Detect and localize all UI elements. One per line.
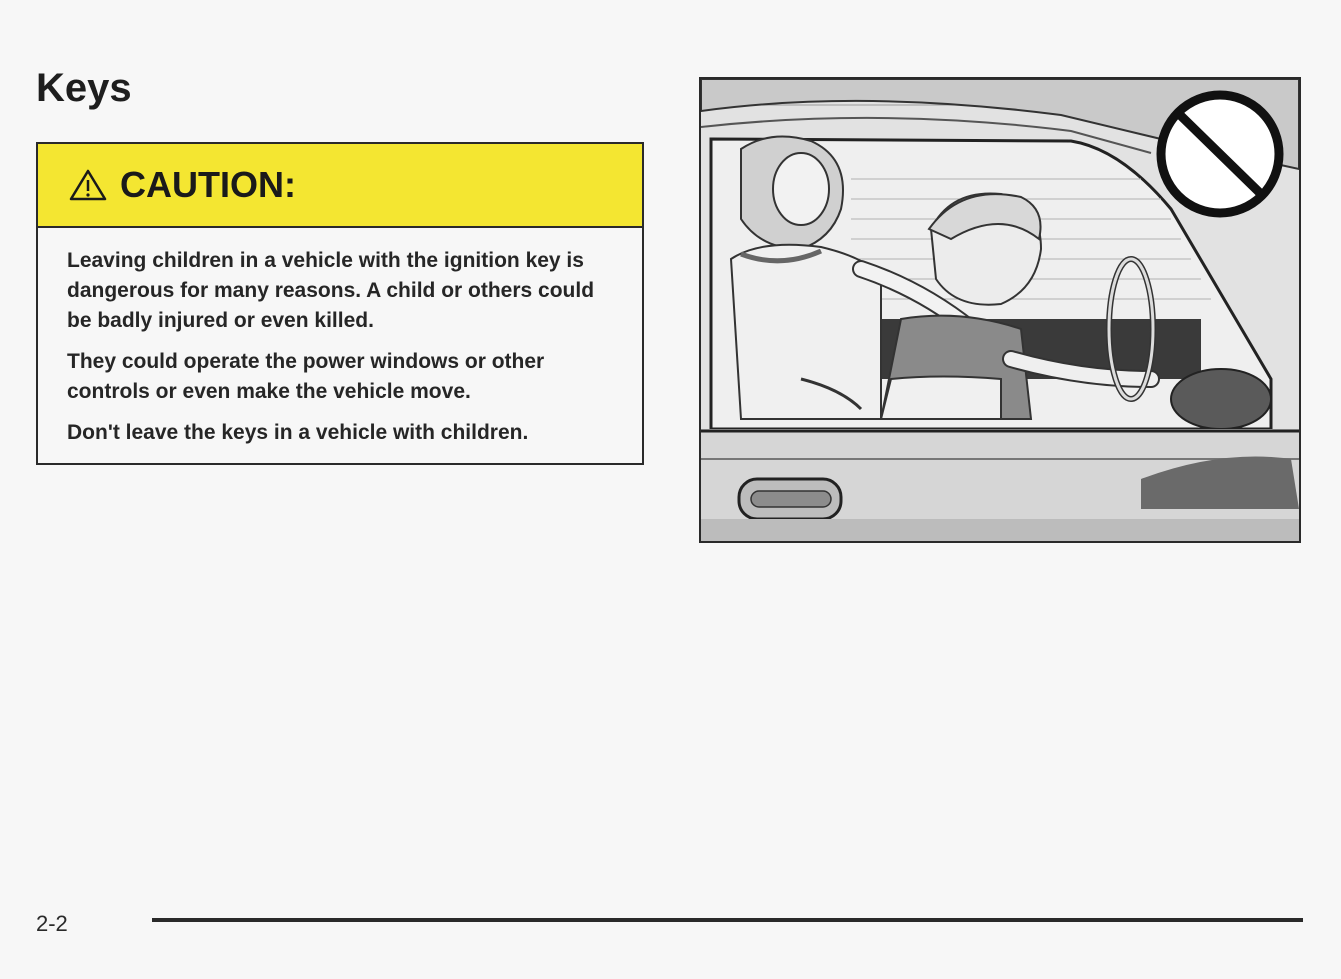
caution-header xyxy=(38,144,642,228)
warning-triangle-icon xyxy=(68,168,108,202)
caution-paragraph: Leaving children in a vehicle with the ignition key is dangerous for many reasons. A child or others could be badly injured or even killed. xyxy=(67,249,595,332)
footer-rule xyxy=(152,918,1303,922)
caution-body xyxy=(38,228,642,448)
caution-paragraph: Don't leave the keys in a vehicle with children. xyxy=(67,421,529,444)
caution-label: CAUTION: xyxy=(120,164,296,205)
caution-paragraph: They could operate the power windows or other controls or even make the vehicle move. xyxy=(67,350,545,403)
prohibition-icon xyxy=(1161,95,1279,213)
caution-box xyxy=(36,142,644,465)
page-number: 2-2 xyxy=(36,911,68,936)
children-in-vehicle-illustration xyxy=(699,77,1301,543)
page-title: Keys xyxy=(36,66,132,110)
